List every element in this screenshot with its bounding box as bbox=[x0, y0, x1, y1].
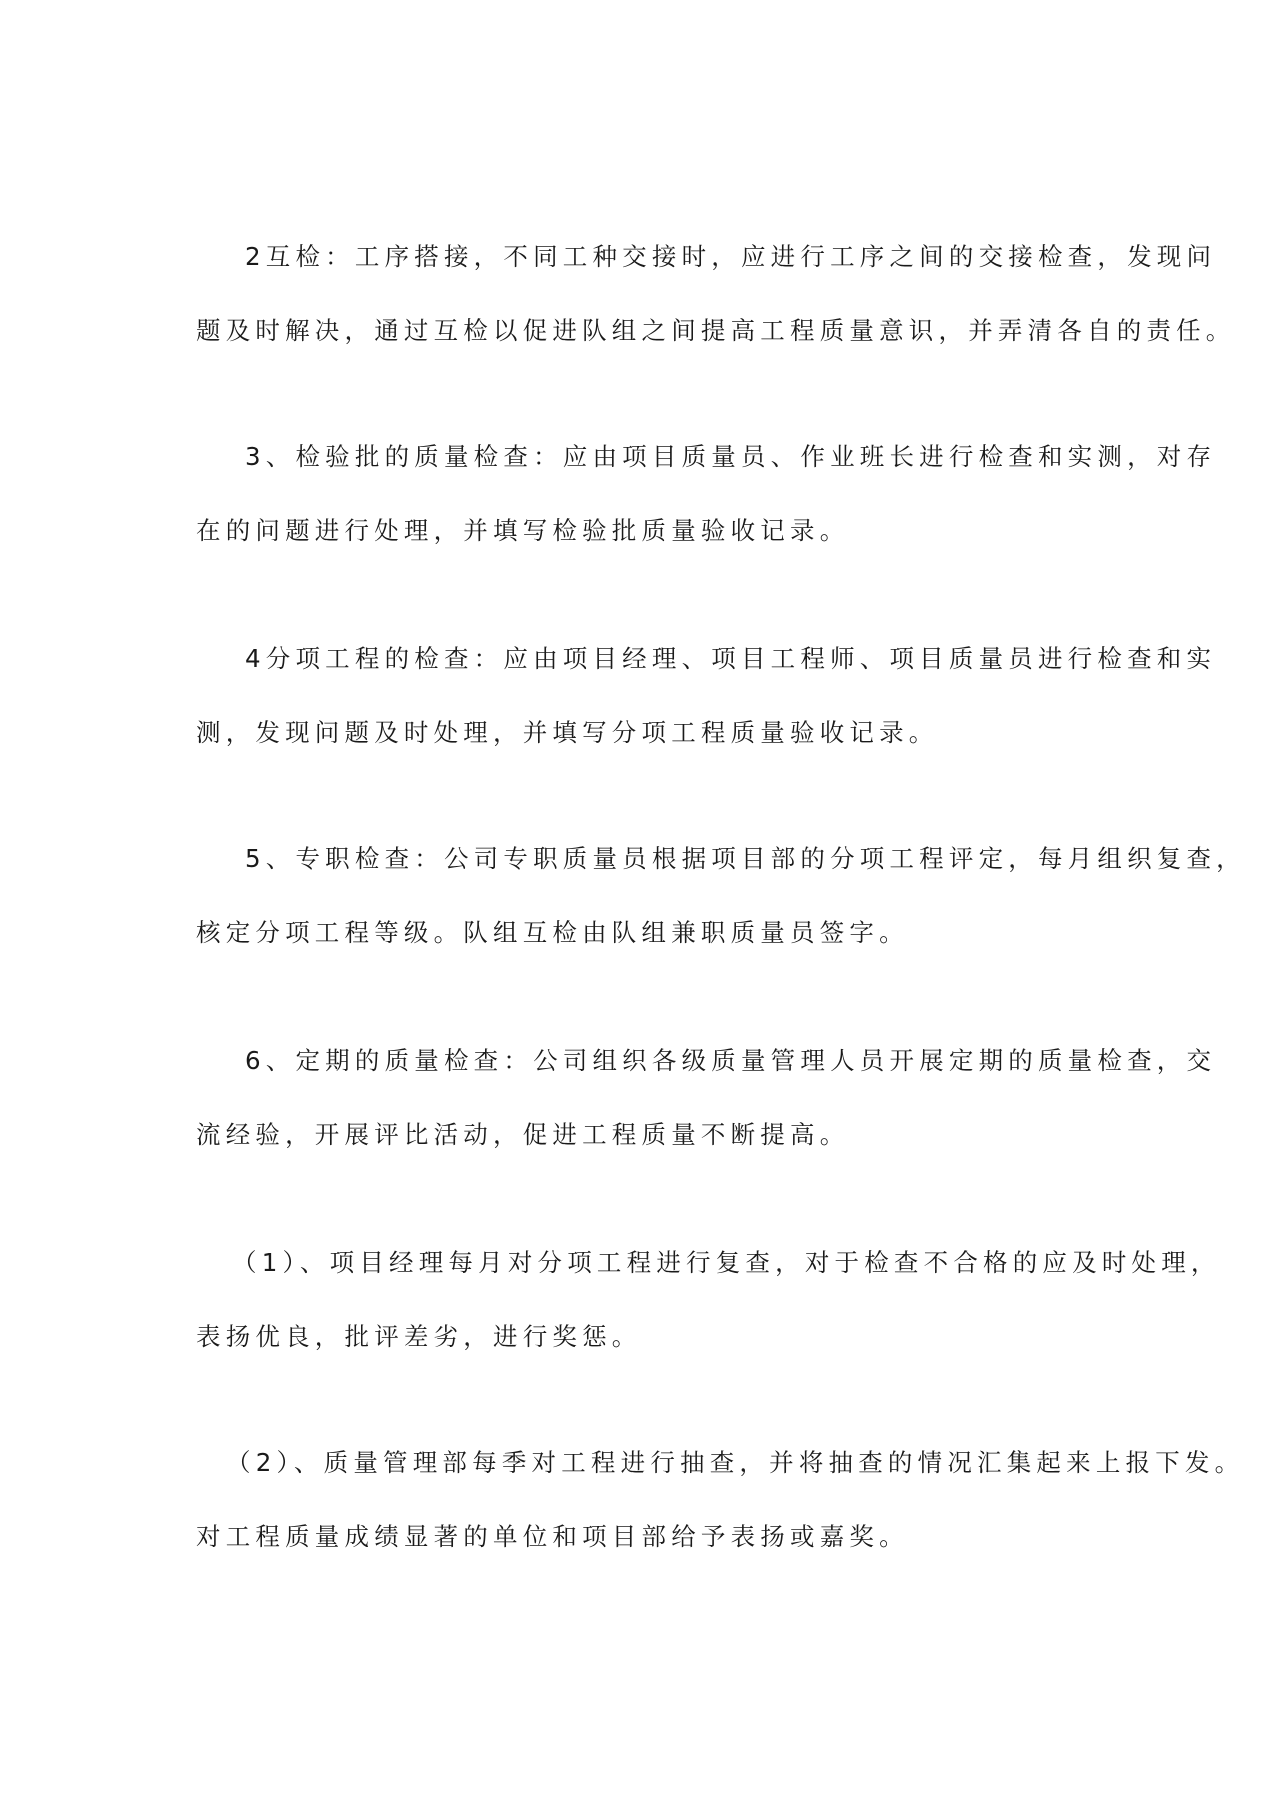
paragraph-line: 流经验，开展评比活动，促进工程质量不断提高。 bbox=[196, 1120, 850, 1149]
paragraph-inspection-lot bbox=[196, 420, 1217, 568]
paragraph-line: 在的问题进行处理，并填写检验批质量验收记录。 bbox=[196, 516, 850, 545]
paragraph-line: 测，发现问题及时处理，并填写分项工程质量验收记录。 bbox=[196, 718, 939, 747]
paragraph-mutual-inspection bbox=[196, 220, 1236, 368]
paragraph-line: 核定分项工程等级。队组互检由队组兼职质量员签字。 bbox=[196, 918, 909, 947]
paragraph-line: 对工程质量成绩显著的单位和项目部给予表扬或嘉奖。 bbox=[196, 1522, 909, 1551]
paragraph-line: 3、检验批的质量检查：应由项目质量员、作业班长进行检查和实测，对存 bbox=[245, 442, 1217, 471]
paragraph-line: 题及时解决，通过互检以促进队组之间提高工程质量意识，并弄清各自的责任。 bbox=[196, 316, 1236, 345]
paragraph-periodic-inspection bbox=[196, 1024, 1217, 1172]
paragraph-dedicated-inspection bbox=[196, 822, 1246, 970]
paragraph-line: 5、专职检查：公司专职质量员根据项目部的分项工程评定，每月组织复查， bbox=[245, 844, 1246, 873]
paragraph-line: 4分项工程的检查：应由项目经理、项目工程师、项目质量员进行检查和实 bbox=[245, 644, 1217, 673]
paragraph-monthly-review bbox=[196, 1226, 1221, 1374]
paragraph-line: （2）、质量管理部每季对工程进行抽查，并将抽查的情况汇集起来上报下发。 bbox=[226, 1448, 1245, 1477]
paragraph-line: 表扬优良，批评差劣，进行奖惩。 bbox=[196, 1322, 642, 1351]
paragraph-subitem-inspection bbox=[196, 622, 1217, 770]
paragraph-line: 2互检：工序搭接，不同工种交接时，应进行工序之间的交接检查，发现问 bbox=[245, 242, 1217, 271]
paragraph-line: （1）、项目经理每月对分项工程进行复查，对于检查不合格的应及时处理， bbox=[232, 1248, 1221, 1277]
paragraph-line: 6、定期的质量检查：公司组织各级质量管理人员开展定期的质量检查，交 bbox=[245, 1046, 1217, 1075]
paragraph-quarterly-check bbox=[196, 1426, 1245, 1574]
